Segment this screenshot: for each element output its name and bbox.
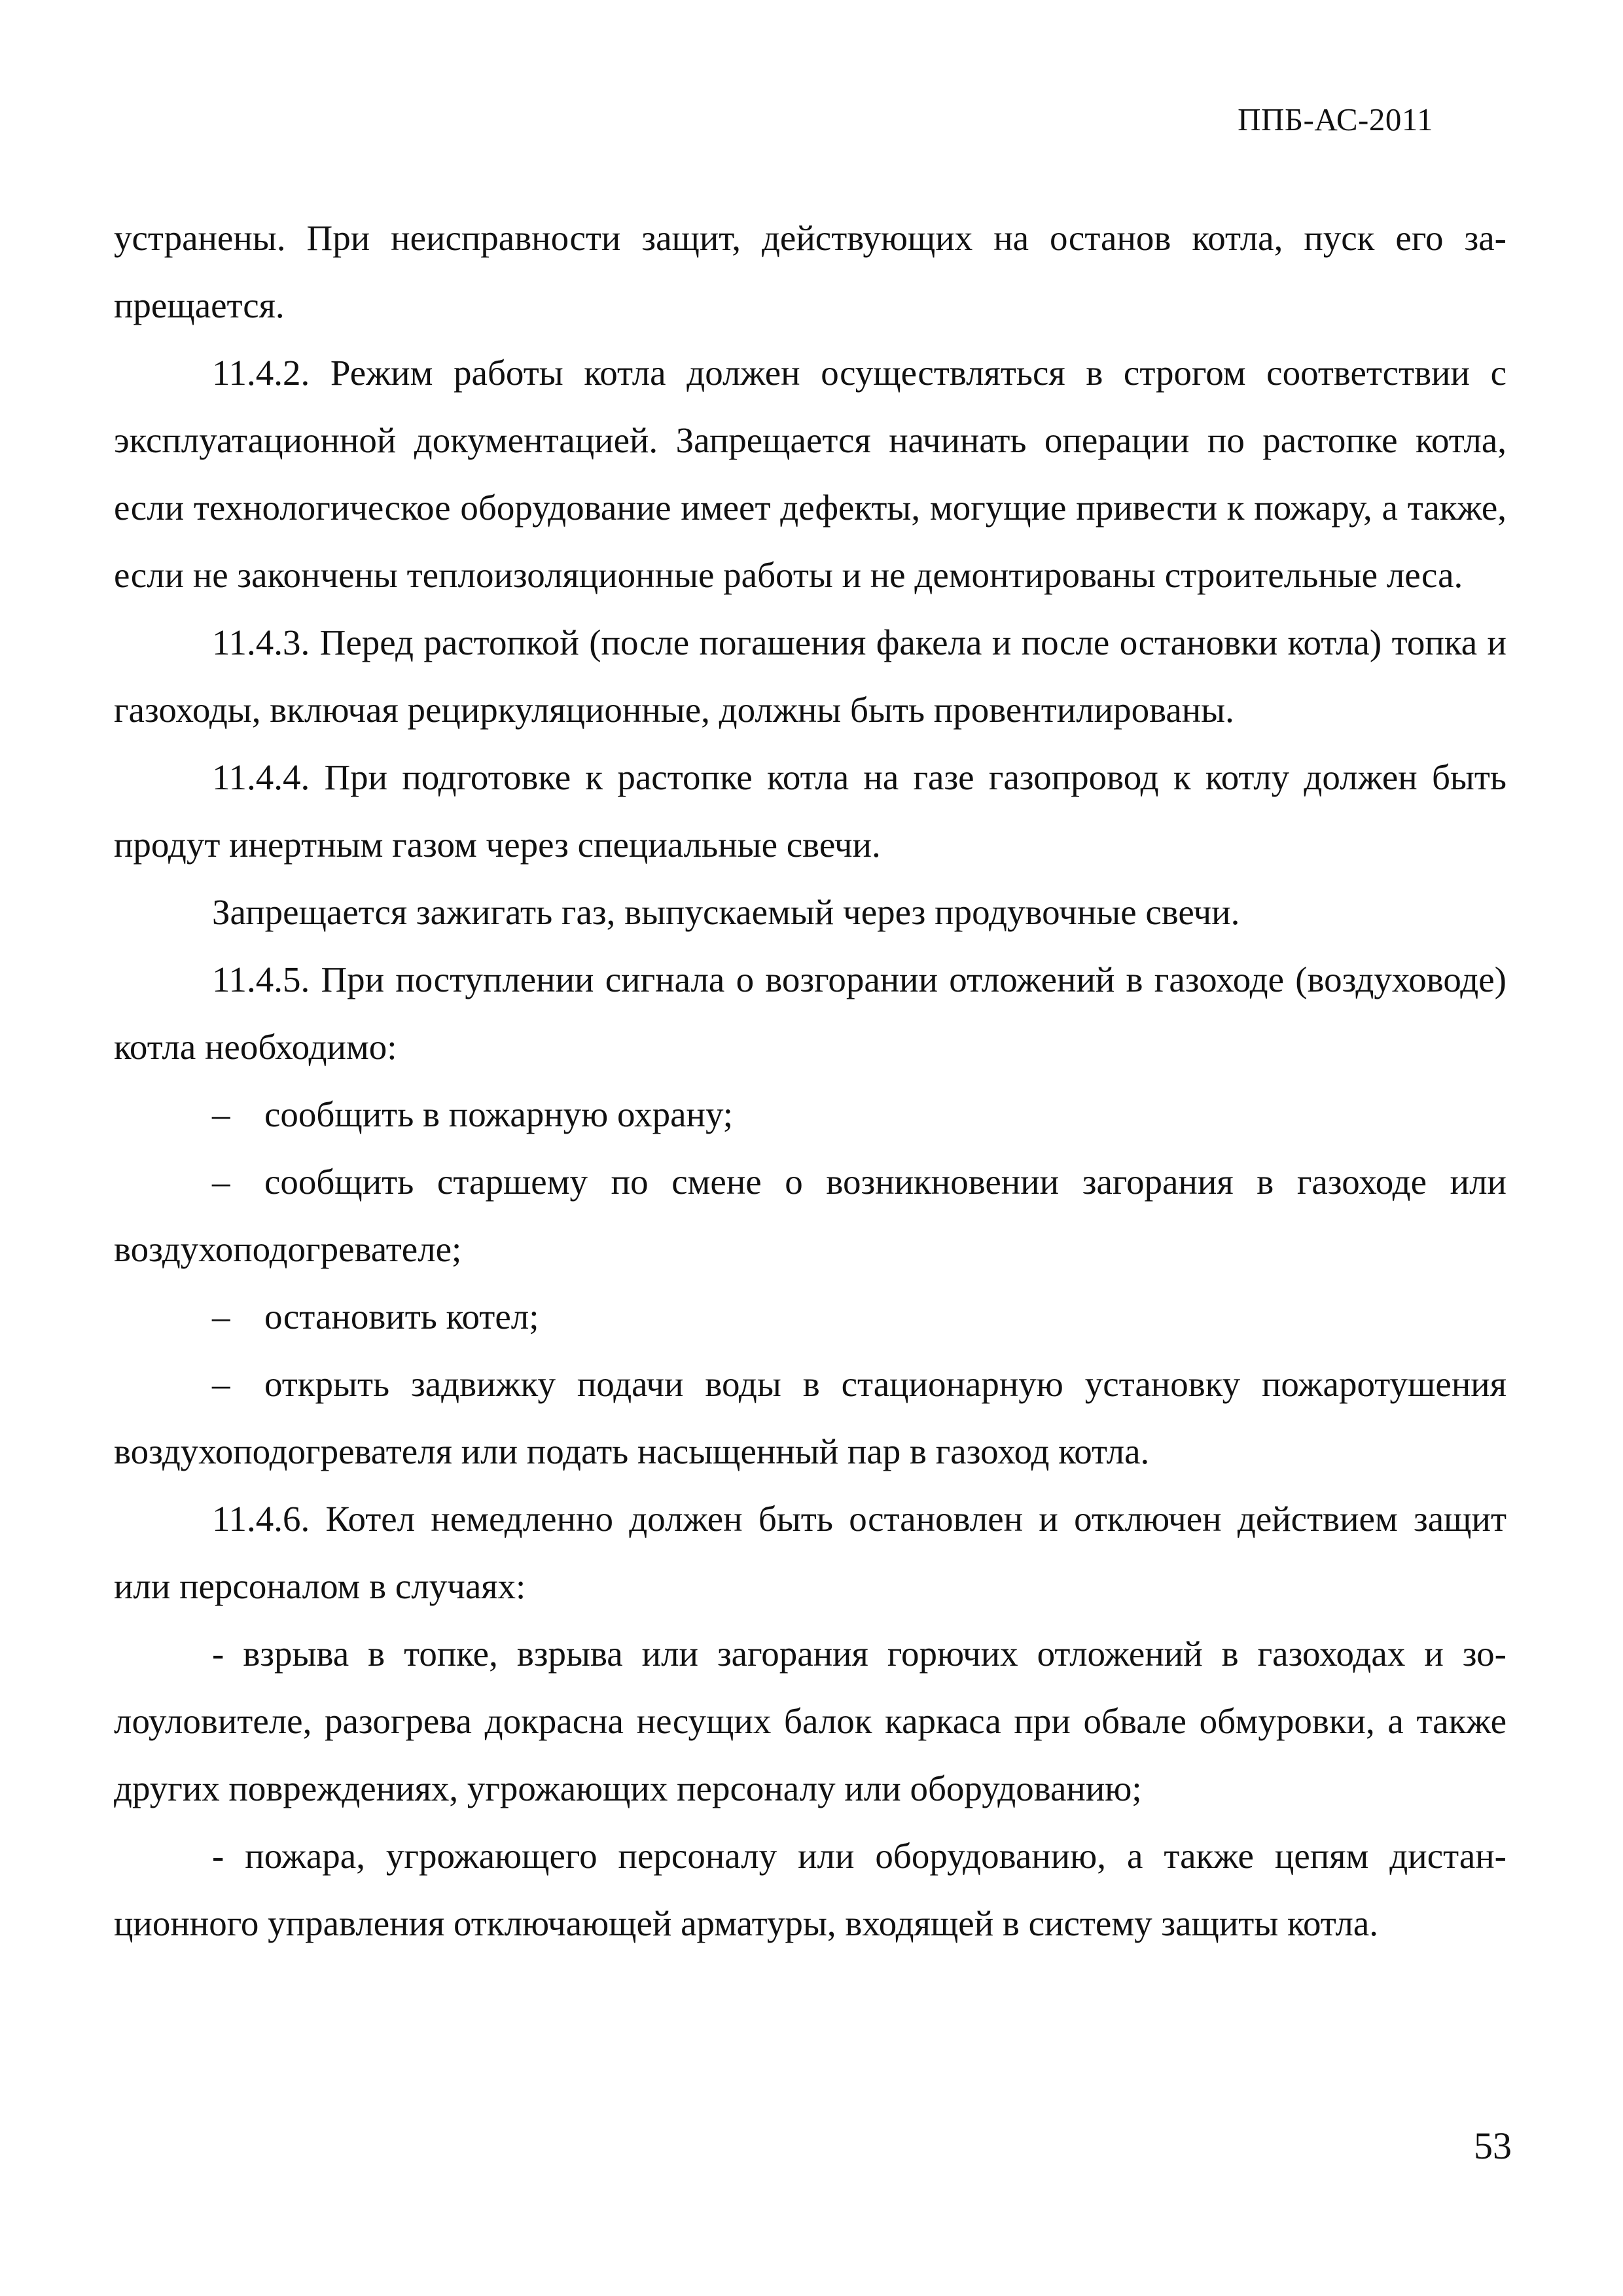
paragraph-11-4-4: 11.4.4. При подготовке к растопке котла на газе газопровод к котлу должен быть продут инертным газом через специальные свечи. bbox=[114, 757, 1507, 865]
list-item-notify-shift-supervisor bbox=[114, 1148, 1507, 1283]
list-item-text: открыть задвижку подачи воды в стационарную установку пожаротушения воздухоподогревателя или подать насыщенный пар в газоход котла. bbox=[114, 1364, 1507, 1471]
list-item-notify-fire-service bbox=[114, 1081, 1507, 1148]
paragraph-gas-prohibition: Запрещается зажигать газ, выпускаемый через продувочные свечи. bbox=[212, 892, 1240, 932]
document-body bbox=[114, 204, 1507, 1957]
paragraph-11-4-3: 11.4.3. Перед растопкой (после погашения факела и после остановки котла) топка и газоходы, включая рециркуляционные, должны быть провентилированы. bbox=[114, 622, 1507, 730]
paragraph-11-4-5: 11.4.5. При поступлении сигнала о возгорании отложений в газоходе (воздуховоде) котла необходимо: bbox=[114, 960, 1507, 1067]
dash-bullet: – bbox=[212, 1162, 230, 1202]
list-item-text: остановить котел; bbox=[264, 1297, 539, 1336]
paragraph-11-4-6: 11.4.6. Котел немедленно должен быть остановлен и отключен действием защит или персоналом в случаях: bbox=[114, 1499, 1507, 1606]
list-item-stop-boiler bbox=[114, 1283, 1507, 1350]
list-item-text: сообщить старшему по смене о возникновении загорания в газоходе или воздухоподогревателе; bbox=[114, 1162, 1507, 1269]
list-item-text: сообщить в пожарную охрану; bbox=[264, 1094, 734, 1134]
document-code-header: ППБ-АС-2011 bbox=[1238, 101, 1433, 137]
paragraph-continuation: устранены. При неисправности защит, действующих на останов котла, пуск его запрещается. bbox=[114, 218, 1507, 325]
list-item-explosion-case: - взрыва в топке, взрыва или загорания горючих отложений в газоходах и золоуловителе, разогрева докрасна несущих балок каркаса при обвале обмуровки, а также других повреждениях, угрожающих персоналу или оборудованию; bbox=[114, 1634, 1507, 1808]
dash-bullet: – bbox=[212, 1364, 230, 1404]
list-item-fire-case: - пожара, угрожающего персоналу или оборудованию, а также цепям дистанционного управления отключающей арматуры, входящей в систему защиты котла. bbox=[114, 1836, 1507, 1943]
page-number: 53 bbox=[1474, 2125, 1512, 2167]
list-item-open-water-valve bbox=[114, 1350, 1507, 1485]
dash-bullet: – bbox=[212, 1297, 230, 1336]
dash-bullet: – bbox=[212, 1094, 230, 1134]
paragraph-11-4-2: 11.4.2. Режим работы котла должен осуществляться в строгом соответствии с эксплуатационной документацией. Запрещается начинать операции по растопке котла, если технологическое оборудование имеет дефекты, могущие привести к пожару, а также, если не закончены теплоизоляционные работы и не демонтированы строительные леса. bbox=[114, 353, 1507, 595]
